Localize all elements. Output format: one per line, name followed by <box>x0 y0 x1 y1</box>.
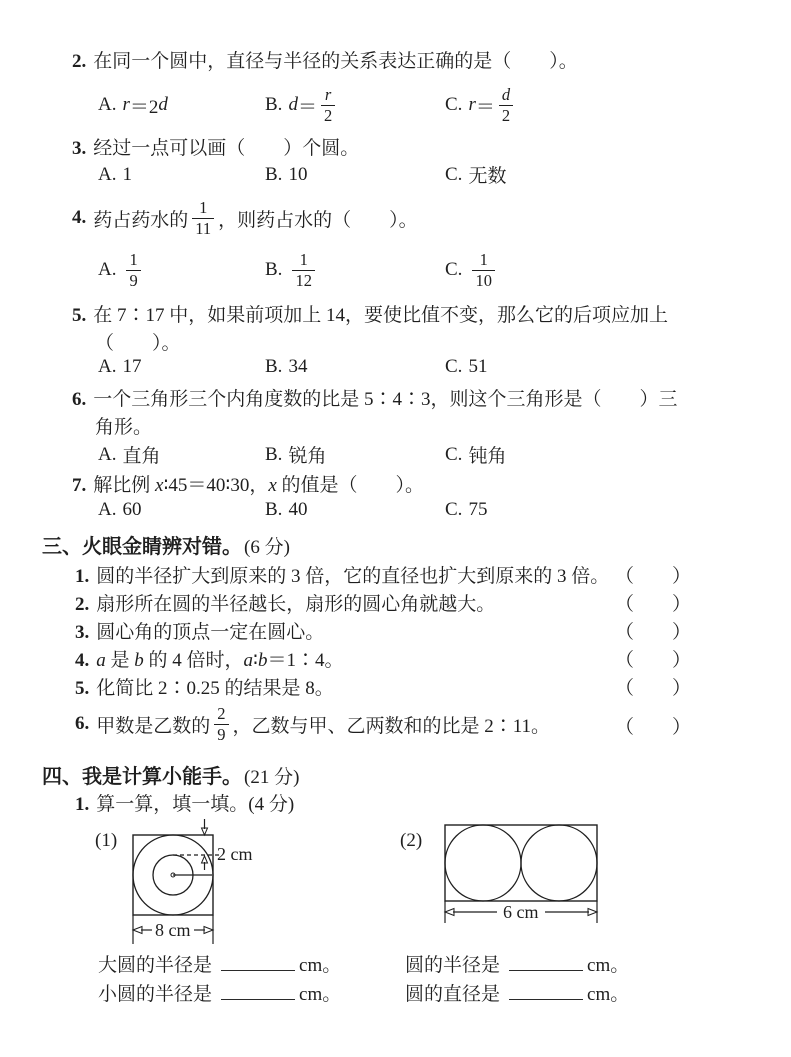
fill-big-circle-radius: 大圆的半径是 cm。 <box>98 950 341 977</box>
option-6c: C. 钝角 <box>445 443 507 467</box>
answer-brackets[interactable]: （ ） <box>615 678 692 699</box>
section-4-score: (21 分) <box>244 767 300 788</box>
question-3-options <box>98 161 771 188</box>
option-2c: C. r ＝ $\frac{d}{2}$ <box>445 86 771 124</box>
tf-item-3: 3. 圆心角的顶点一定在圆心。 （ ） <box>75 617 691 644</box>
diagram-2-label: (2) <box>400 830 423 851</box>
option-4b: B. $\frac{1}{12}$ <box>265 251 445 289</box>
option-6b: B. 锐角 <box>265 443 327 467</box>
option-5c: C. 51 <box>445 356 488 377</box>
question-6-text-line2: 角形。 <box>95 417 153 438</box>
question-3-number: 3. <box>72 138 87 159</box>
tf-item-6: 6. 甲数是乙数的 $\frac{2}{9}$ ，乙数与甲、乙两数和的比是 2∶11。 （ ） <box>75 704 692 744</box>
option-5a: A. 17 <box>98 356 142 377</box>
option-5b: B. 34 <box>265 356 308 377</box>
section-3-score: (6 分) <box>244 537 290 558</box>
fraction: $\frac{1}{9}$ <box>126 251 140 289</box>
option-6a: A. 直角 <box>98 443 161 467</box>
fill-small-circle-radius: 小圆的半径是 cm。 <box>98 979 341 1006</box>
diagram-1-top-dimension: 2 cm <box>217 844 253 864</box>
option-4c: C. $\frac{1}{10}$ <box>445 251 771 289</box>
question-2-text: 2. 在同一个圆中，直径与半径的关系表达正确的是（ ）。 <box>72 51 578 72</box>
question-5-text-line2: （ ）。 <box>95 333 181 354</box>
question-7-options <box>98 499 771 521</box>
section-4-heading: 四、我是计算小能手。 (21 分) <box>42 766 300 788</box>
diagram-1-concentric-circles <box>88 816 300 948</box>
fraction: $\frac{2}{9}$ <box>214 705 228 743</box>
option-7b: B. 40 <box>265 499 308 520</box>
answer-brackets[interactable]: （ ） <box>615 717 692 738</box>
question-2-number: 2. <box>72 51 87 72</box>
question-4-text: 4. 药占药水的 $\frac{1}{11}$ ，则药占水的（ ）。 <box>72 198 418 238</box>
question-5-text-line1: 5. 在 7∶17 中，如果前项加上 14，要使比值不变，那么它的后项应加上 <box>72 305 669 326</box>
fill-blank[interactable] <box>509 950 583 971</box>
question-5-number: 5. <box>72 305 87 326</box>
fill-circle-radius: 圆的半径是 cm。 <box>405 950 629 977</box>
tf-item-1: 1. 圆的半径扩大到原来的 3 倍，它的直径也扩大到原来的 3 倍。 （ ） <box>75 561 691 588</box>
diagram-2-two-circles <box>393 816 615 928</box>
option-7a: A. 60 <box>98 499 142 520</box>
fraction: $\frac{d}{2}$ <box>499 86 513 124</box>
question-7-text: 7. 解比例 x∶45＝40∶30，x 的值是（ ）。 <box>72 475 425 496</box>
answer-brackets[interactable]: （ ） <box>615 650 692 671</box>
section-3-heading: 三、火眼金睛辨对错。 (6 分) <box>42 536 290 558</box>
option-3c: C. 无数 <box>445 163 507 187</box>
diagram-2-bottom-dimension: 6 cm <box>503 902 539 922</box>
option-2a: A. r ＝2 d <box>98 94 168 118</box>
section-4-sub-1: 1. 算一算，填一填。(4 分) <box>75 794 295 815</box>
question-6-text-line1: 6. 一个三角形三个内角度数的比是 5∶4∶3，则这个三角形是（ ）三 <box>72 389 678 410</box>
question-4-options <box>98 246 771 294</box>
fraction: $\frac{1}{12}$ <box>292 251 315 289</box>
fill-blank[interactable] <box>221 950 295 971</box>
question-5-options <box>98 356 771 378</box>
diagram-1-bottom-dimension: 8 cm <box>155 920 191 940</box>
fraction: $\frac{r}{2}$ <box>321 86 335 124</box>
fraction: $\frac{1}{11}$ <box>192 199 214 237</box>
option-7c: C. 75 <box>445 499 488 520</box>
option-3b: B. 10 <box>265 163 308 185</box>
diagram-1-label: (1) <box>95 830 118 851</box>
answer-brackets[interactable]: （ ） <box>615 594 692 615</box>
tf-item-2: 2. 扇形所在圆的半径越长，扇形的圆心角就越大。 （ ） <box>75 589 691 616</box>
question-7-number: 7. <box>72 475 87 496</box>
question-3-text: 3. 经过一点可以画（ ）个圆。 <box>72 138 360 159</box>
option-4a: A. $\frac{1}{9}$ <box>98 251 265 289</box>
tf-item-4: 4. a 是 b 的 4 倍时，a∶b＝1∶4。 （ ） <box>75 645 691 672</box>
option-2b: B. d ＝ $\frac{r}{2}$ <box>265 86 445 124</box>
answer-brackets[interactable]: （ ） <box>615 622 692 643</box>
fill-circle-diameter: 圆的直径是 cm。 <box>405 979 629 1006</box>
fill-blank[interactable] <box>509 979 583 1000</box>
answer-brackets[interactable]: （ ） <box>615 566 692 587</box>
question-6-number: 6. <box>72 389 87 410</box>
question-6-options <box>98 441 771 468</box>
question-2-options <box>98 82 771 128</box>
question-4-number: 4. <box>72 207 87 228</box>
option-3a: A. 1 <box>98 163 132 185</box>
tf-item-5: 5. 化简比 2∶0.25 的结果是 8。 （ ） <box>75 673 691 700</box>
fill-blank[interactable] <box>221 979 295 1000</box>
fraction: $\frac{1}{10}$ <box>472 251 495 289</box>
